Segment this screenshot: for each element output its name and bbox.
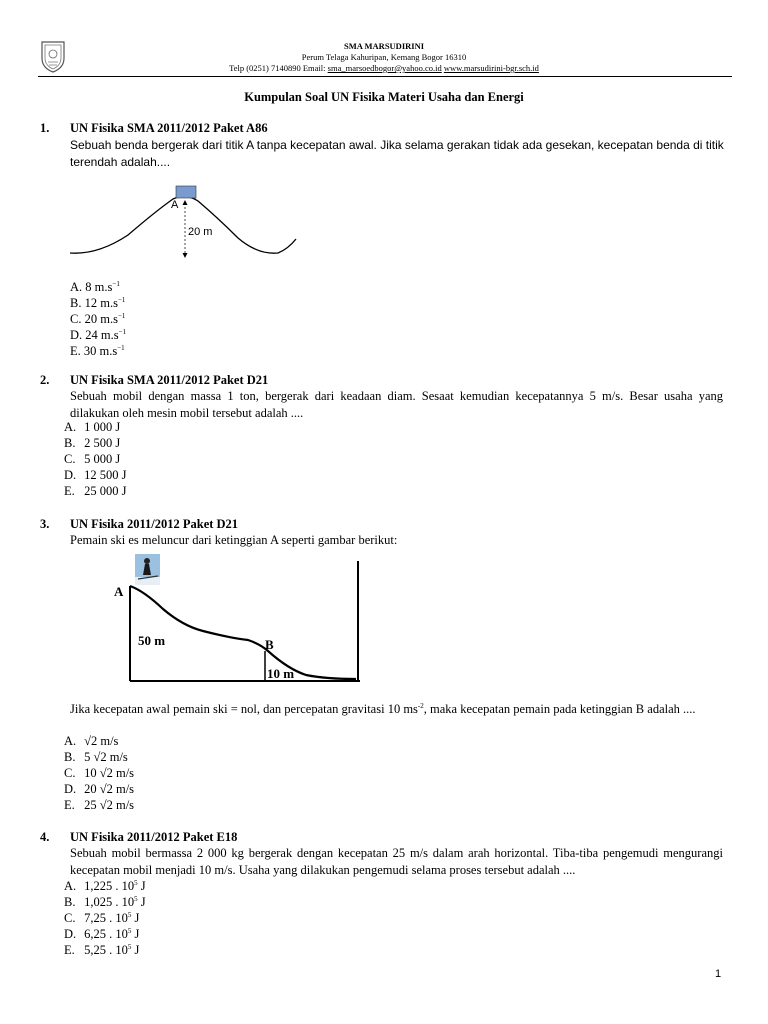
question-number: 4. (40, 830, 50, 844)
question-heading: UN Fisika 2011/2012 Paket D21 (70, 517, 239, 531)
option-c[interactable]: C. 5 000 J (64, 452, 121, 466)
point-a-label: A (171, 199, 179, 211)
option-e[interactable]: E. 25 √2 m/s (64, 798, 135, 812)
option-e[interactable]: E. 30 $m.s^{-1}$ (70, 344, 125, 358)
question-text: Sebuah mobil dengan massa 1 ton, bergerak dari keadaan diam. Sesaat kemudian kecepatannya 5 m/s. Besar usaha yang dilakukan oleh mesin mobil tersebut adalah .... (70, 389, 723, 420)
option-d[interactable]: D. 6,25 . $10^5$ J (64, 927, 140, 941)
option-c[interactable]: C. 20 $m.s^{-1}$ (70, 312, 126, 326)
option-a[interactable]: A. 1,225 . $10^5$ J (64, 879, 146, 893)
school-name: SMA MARSUDIRINI (343, 41, 425, 51)
question-number: 2. (40, 373, 50, 387)
question-heading: UN Fisika 2011/2012 Paket E18 (70, 830, 238, 844)
school-address: Perum Telaga Kahuripan, Kemang Bogor 16310 (301, 52, 467, 62)
option-a[interactable]: A. 1 000 J (64, 420, 121, 434)
skier-icon (135, 554, 160, 585)
question-text: Sebuah benda bergerak dari titik A tanpa kecepatan awal. Jika selama gerakan tidak ada gesekan, kecepatan benda di titik terendah adalah.... (70, 138, 724, 169)
option-b[interactable]: B. 5 √2 m/s (64, 750, 128, 764)
height-label: 20 m (188, 226, 213, 238)
option-d[interactable]: D. 12 500 J (64, 468, 127, 482)
question-intro: Pemain ski es meluncur dari ketinggian A seperti gambar berikut: (70, 533, 398, 547)
option-a[interactable]: A. 8 $m.s^{-1}$ (70, 280, 120, 294)
school-contact (0, 63, 768, 74)
website-link[interactable]: www.marsudirini-bgr.sch.id (443, 63, 539, 73)
ski-slope-figure (108, 551, 364, 691)
option-a[interactable]: A. √2 m/s (64, 734, 119, 748)
options-list (64, 419, 127, 499)
question-text: Jika kecepatan awal pemain ski = nol, dan percepatan gravitasi 10 $ms^{-2}$, maka kecepatan pemain pada ketinggian B adalah .... (70, 702, 696, 716)
point-b-label: B (265, 637, 274, 652)
option-c[interactable]: C. 10 √2 m/s (64, 766, 135, 780)
option-b[interactable]: B. 12 $m.s^{-1}$ (70, 296, 126, 310)
question-text: Sebuah mobil bermassa 2 000 kg bergerak dengan kecepatan 25 m/s dalam arah horizontal. Tiba-tiba pengemudi mengurangi kecepatan mobil menjadi 10 m/s. Usaha yang dilakukan pengemudi selama proses tersebut adalah .... (70, 846, 723, 877)
option-d[interactable]: D. 20 √2 m/s (64, 782, 135, 796)
question-number: 3. (40, 517, 50, 531)
height-a-label: 50 m (138, 633, 166, 648)
option-d[interactable]: D. 24 $m.s^{-1}$ (70, 328, 127, 342)
email-link[interactable]: sma_marsoedbogor@yahoo.co.id (327, 63, 442, 73)
point-a-label: A (114, 584, 124, 599)
height-b-label: 10 m (267, 666, 295, 681)
hill-figure (68, 183, 300, 263)
options-list (64, 878, 146, 958)
question-heading: UN Fisika SMA 2011/2012 Paket D21 (70, 373, 269, 387)
option-e[interactable]: E. 5,25 . $10^5$ J (64, 943, 140, 957)
question-heading: UN Fisika SMA 2011/2012 Paket A86 (70, 121, 268, 135)
option-b[interactable]: B. 2 500 J (64, 436, 121, 450)
option-e[interactable]: E. 25 000 J (64, 484, 127, 498)
page-number: 1 (715, 968, 722, 980)
options-list (70, 279, 126, 359)
page-title: Kumpulan Soal UN Fisika Materi Usaha dan Energi (244, 90, 524, 104)
options-list (64, 733, 134, 813)
option-c[interactable]: C. 7,25 . $10^5$ J (64, 911, 140, 925)
header-divider (38, 76, 732, 77)
phone-text: Telp (0251) 7140890 Email: (229, 63, 328, 73)
option-b[interactable]: B. 1,025 . $10^5$ J (64, 895, 146, 909)
question-number: 1. (40, 121, 50, 135)
